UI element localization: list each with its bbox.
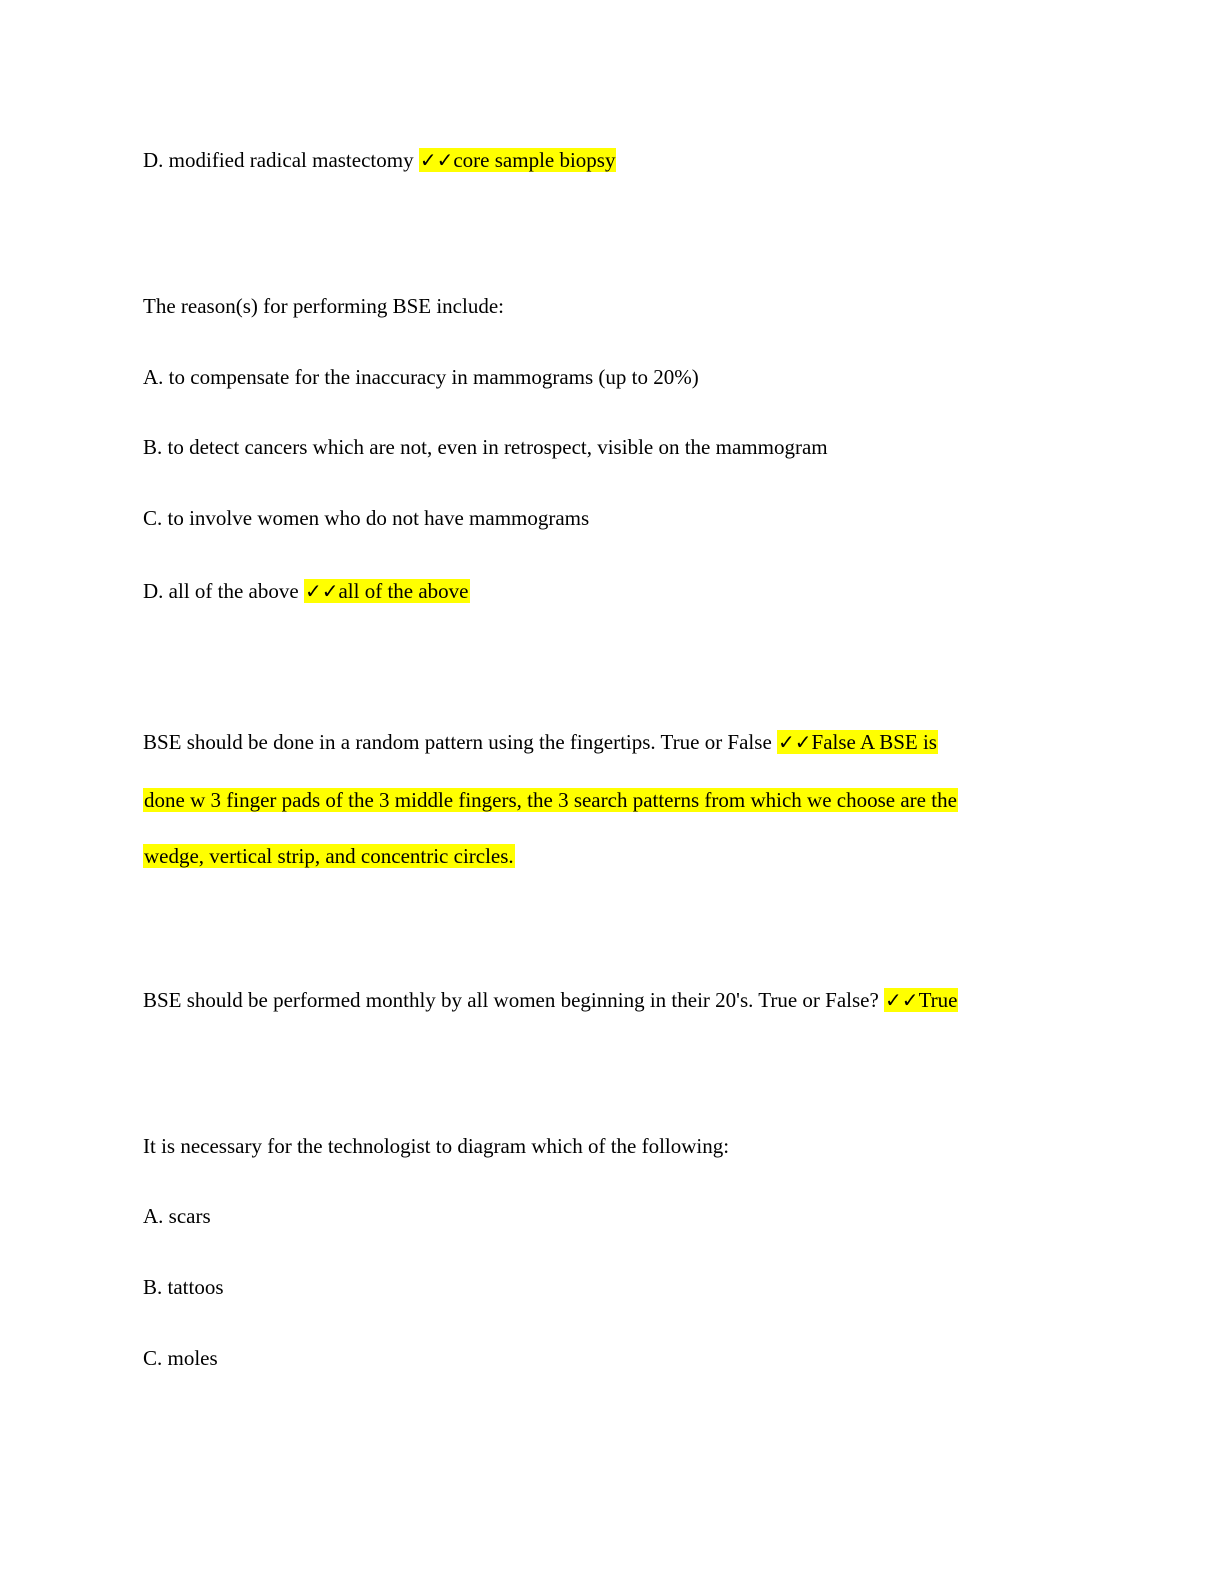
option-a: A. scars <box>143 1204 211 1228</box>
answer-highlight: done w 3 finger pads of the 3 middle fingers, the 3 search patterns from which we choose are the <box>144 788 957 812</box>
answer-text: False A BSE is <box>811 730 937 754</box>
answer-highlight <box>304 579 470 603</box>
answer-continuation-2 <box>143 842 515 870</box>
option-a: A. to compensate for the inaccuracy in mammograms (up to 20%) <box>143 365 699 389</box>
answer-highlight: wedge, vertical strip, and concentric circles. <box>144 844 514 868</box>
answer-text: all of the above <box>338 579 469 603</box>
question-bse-reasons: The reason(s) for performing BSE include: <box>143 294 504 318</box>
answer-continuation-1 <box>143 786 958 814</box>
option-d-all <box>143 577 470 605</box>
option-b: B. tattoos <box>143 1275 224 1299</box>
answer-highlight <box>777 730 938 754</box>
question-text: BSE should be done in a random pattern using the fingertips. True or False <box>143 730 772 754</box>
question-bse-monthly <box>143 986 958 1014</box>
double-check-icon: ✓✓ <box>419 148 454 172</box>
answer-highlight <box>419 148 617 172</box>
option-d-mastectomy <box>143 146 616 174</box>
option-text: D. all of the above <box>143 579 299 603</box>
question-bse-random-pattern <box>143 728 938 756</box>
answer-text: core sample biopsy <box>453 148 616 172</box>
question-diagram: It is necessary for the technologist to diagram which of the following: <box>143 1134 730 1158</box>
question-text: BSE should be performed monthly by all women beginning in their 20's. True or False? <box>143 988 879 1012</box>
answer-text: True <box>918 988 958 1012</box>
double-check-icon: ✓✓ <box>304 579 339 603</box>
option-c: C. moles <box>143 1346 218 1370</box>
double-check-icon: ✓✓ <box>778 730 812 754</box>
option-b: B. to detect cancers which are not, even in retrospect, visible on the mammogram <box>143 435 828 459</box>
answer-highlight <box>884 988 958 1012</box>
double-check-icon: ✓✓ <box>885 988 919 1012</box>
option-text: D. modified radical mastectomy <box>143 148 414 172</box>
option-c: C. to involve women who do not have mammograms <box>143 506 590 530</box>
